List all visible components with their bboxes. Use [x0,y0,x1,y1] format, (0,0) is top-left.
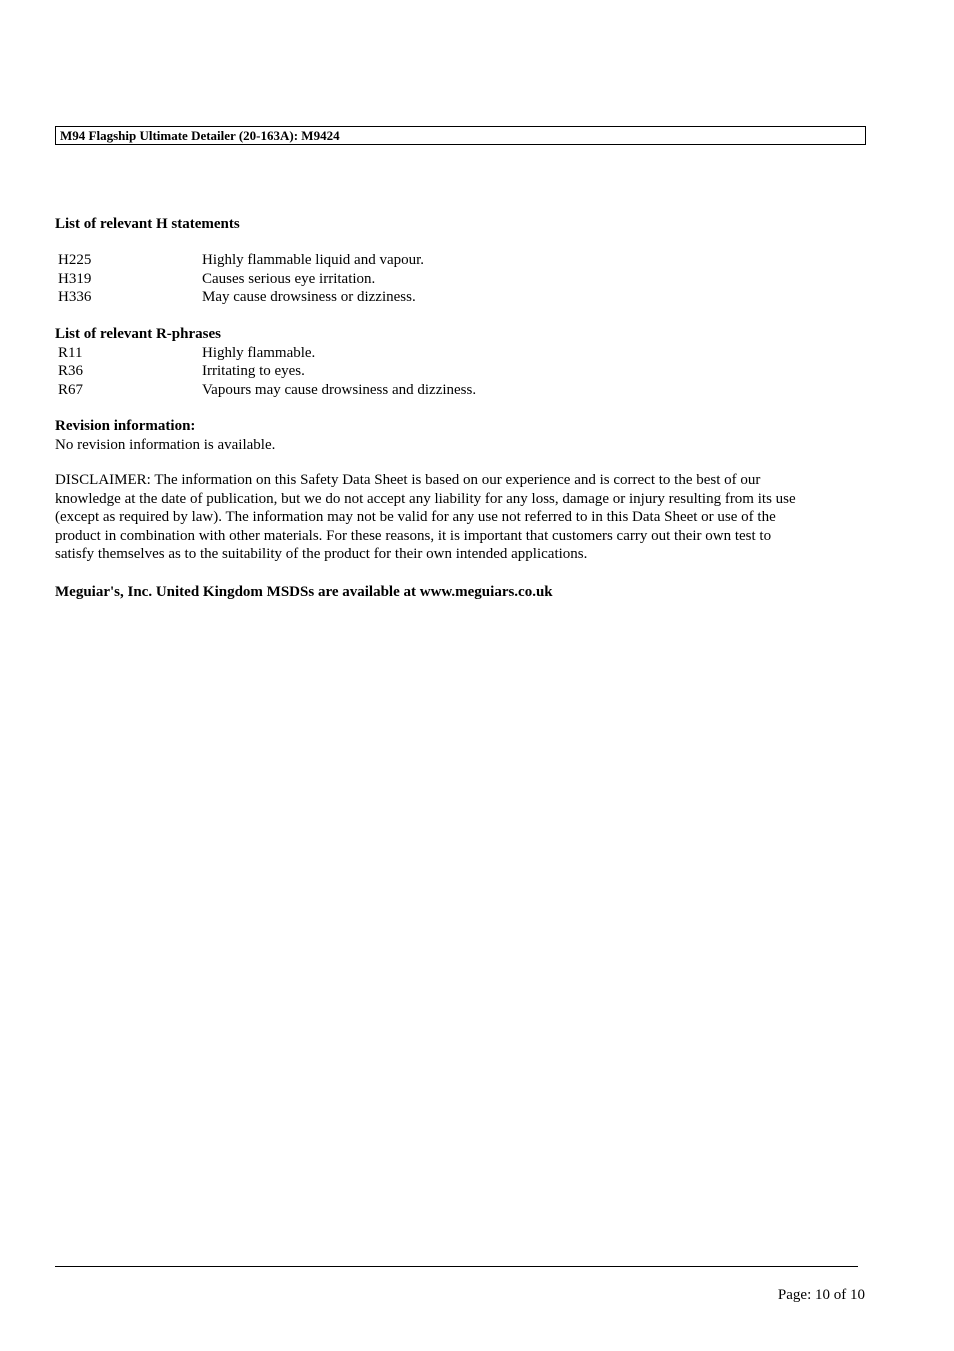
disclaimer-line: knowledge at the date of publication, but we do not accept any liability for any loss, damage or injury resulting from its use [55,490,796,507]
revision-text: No revision information is available. [55,436,276,453]
disclaimer-line: DISCLAIMER: The information on this Safety Data Sheet is based on our experience and is correct to the best of our [55,472,761,488]
h-statement-code: H225 [58,252,92,268]
h-statements-title: List of relevant H statements [55,216,240,232]
disclaimer [55,471,855,564]
document-title: M94 Flagship Ultimate Detailer (20-163A): M9424 [60,128,340,143]
disclaimer-line: satisfy themselves as to the suitability of the product for their own intended applications. [55,546,588,562]
revision-title: Revision information: [55,418,196,434]
r-phrase-code: R36 [58,363,84,379]
h-statement-code: H319 [58,270,92,287]
r-phrase-text: Vapours may cause drowsiness and dizziness. [202,381,477,398]
r-phrases-title: List of relevant R-phrases [55,326,221,342]
disclaimer-line: product in combination with other materials. For these reasons, it is important that customers carry out their own test to [55,527,772,544]
h-statement-code: H336 [58,289,92,305]
r-phrase-text: Irritating to eyes. [202,363,305,379]
msds-availability: Meguiar's, Inc. United Kingdom MSDSs are available at www.meguiars.co.uk [55,584,553,600]
h-statement-text: Causes serious eye irritation. [202,270,376,287]
footer-divider [55,1266,858,1267]
r-phrase-code: R11 [58,344,83,361]
h-statement-text: Highly flammable liquid and vapour. [202,252,425,268]
disclaimer-line: (except as required by law). The information may not be valid for any use not referred to in this Data Sheet or use of the [55,509,776,525]
r-phrase-text: Highly flammable. [202,344,316,361]
document-header [55,126,866,145]
page-number: Page: 10 of 10 [777,1287,865,1303]
r-phrase-code: R67 [58,381,84,398]
h-statement-text: May cause drowsiness or dizziness. [202,289,416,305]
